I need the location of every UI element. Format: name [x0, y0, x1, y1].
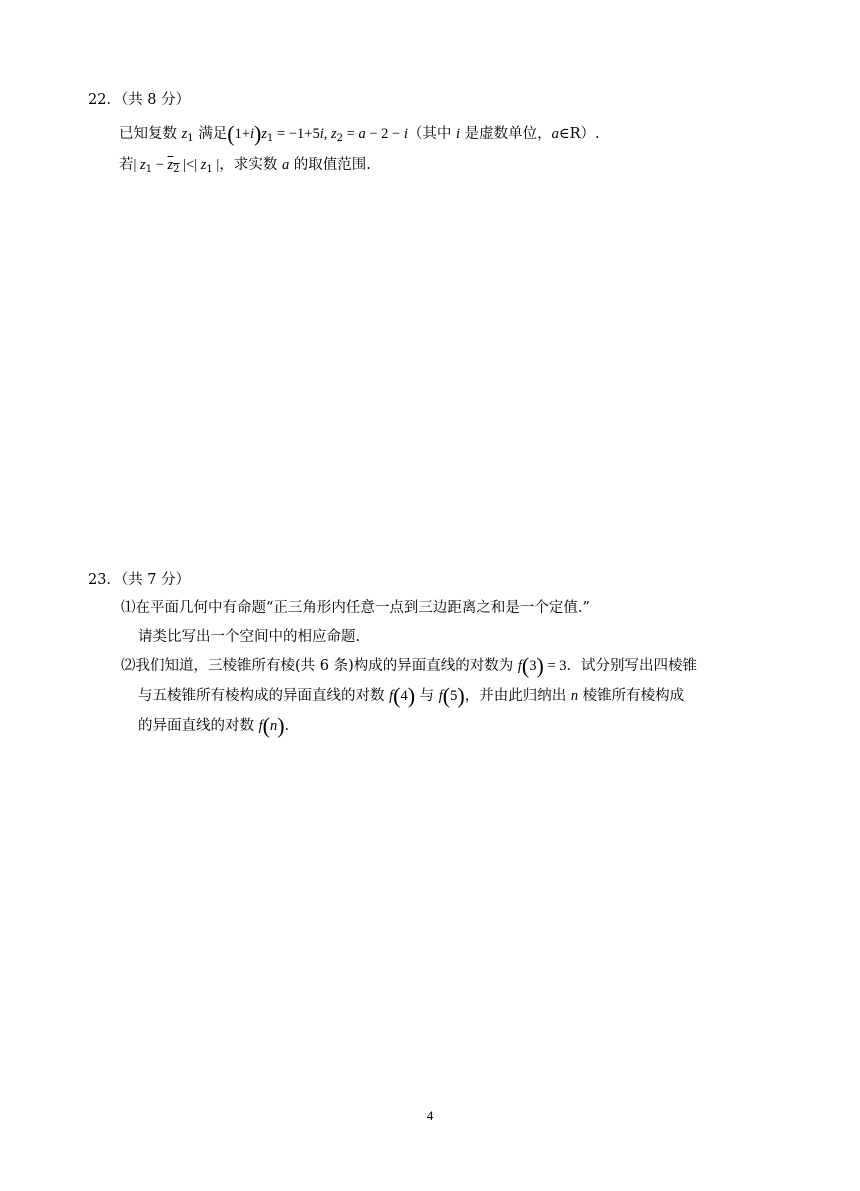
subscript: 1: [187, 133, 194, 144]
text: 已知复数: [119, 126, 182, 142]
text: ⑵我们知道，三棱锥所有棱(共 6 条)构成的异面直线的对数为: [121, 658, 518, 674]
q23-part1-line1: ⑴在平面几何中有命题“正三角形内任意一点到三边距离之和是一个定值.”: [121, 600, 590, 616]
math-text: 1+: [234, 126, 251, 142]
var-i: i: [455, 126, 460, 142]
abs-bar: |: [212, 157, 220, 173]
q22-heading: 22．（共 8 分）: [88, 92, 191, 108]
abs-bar: |: [133, 157, 141, 173]
paren-open: (: [521, 653, 530, 678]
math-text: ,: [323, 126, 331, 142]
paren-open: (: [393, 683, 401, 708]
var-i: i: [319, 126, 324, 142]
text: 与: [415, 688, 439, 704]
math-text: 3: [529, 658, 537, 674]
text: ∈R）.: [558, 126, 600, 142]
var-z: z: [167, 157, 174, 173]
math-text: = 3: [543, 658, 567, 674]
subscript: 1: [206, 164, 213, 175]
paren-close: ): [254, 121, 262, 146]
text: 与五棱锥所有棱构成的异面直线的对数: [138, 688, 390, 704]
var-z: z: [181, 126, 188, 142]
var-z: z: [261, 126, 268, 142]
conjugate-z2: [168, 157, 180, 173]
var-f: f: [517, 658, 522, 674]
text: ．试分别写出四棱锥: [566, 658, 697, 674]
text: 若: [119, 157, 134, 173]
q23-part1-line2: 请类比写出一个空间中的相应命题.: [138, 629, 361, 645]
text: .: [284, 718, 290, 734]
paren-open: (: [227, 121, 235, 146]
var-a: a: [551, 126, 559, 142]
text: 的取值范围.: [289, 157, 371, 173]
q23-part2-line3: [138, 713, 290, 738]
var-z: z: [140, 157, 146, 173]
q22-statement-line2: [119, 155, 371, 180]
math-text: −: [152, 157, 168, 173]
math-text: − 2 −: [365, 126, 404, 142]
var-n: n: [269, 718, 278, 734]
text: 棱锥所有棱构成: [578, 688, 685, 704]
paren-open: (: [442, 683, 451, 708]
text: ，求实数: [219, 157, 282, 173]
subscript: 1: [145, 164, 153, 175]
q23-heading: 23．（共 7 分）: [88, 572, 191, 588]
q23-part2-line1: [121, 653, 697, 678]
q22-statement-line1: [119, 121, 600, 149]
paren-close: ): [536, 653, 544, 678]
var-i: i: [250, 126, 255, 142]
math-text: |<|: [179, 157, 201, 173]
text: 是虚数单位，: [459, 126, 552, 142]
math-text: 4: [400, 688, 408, 704]
subscript: 2: [173, 164, 180, 175]
var-z: z: [330, 126, 337, 142]
var-n: n: [570, 688, 579, 704]
paren-close: ): [277, 713, 285, 738]
var-a: a: [358, 126, 366, 142]
subscript: 2: [336, 133, 344, 144]
text: 的异面直线的对数: [138, 718, 259, 734]
text: 满足: [193, 126, 228, 142]
var-f: f: [258, 718, 263, 734]
math-text: = −1+5: [273, 126, 320, 142]
text: ，并由此归纳出: [464, 688, 571, 704]
paren-close: ): [457, 683, 465, 708]
page-number: 4: [426, 1108, 434, 1123]
var-a: a: [281, 157, 290, 173]
var-i: i: [403, 126, 408, 142]
var-f: f: [438, 688, 443, 704]
text: （其中: [407, 126, 456, 142]
math-text: =: [343, 126, 359, 142]
var-z: z: [200, 157, 207, 173]
subscript: 1: [267, 133, 274, 144]
paren-open: (: [262, 713, 270, 738]
math-text: 5: [450, 688, 458, 704]
q23-part2-line2: [138, 683, 685, 708]
var-f: f: [389, 688, 394, 704]
paren-close: ): [407, 683, 416, 708]
